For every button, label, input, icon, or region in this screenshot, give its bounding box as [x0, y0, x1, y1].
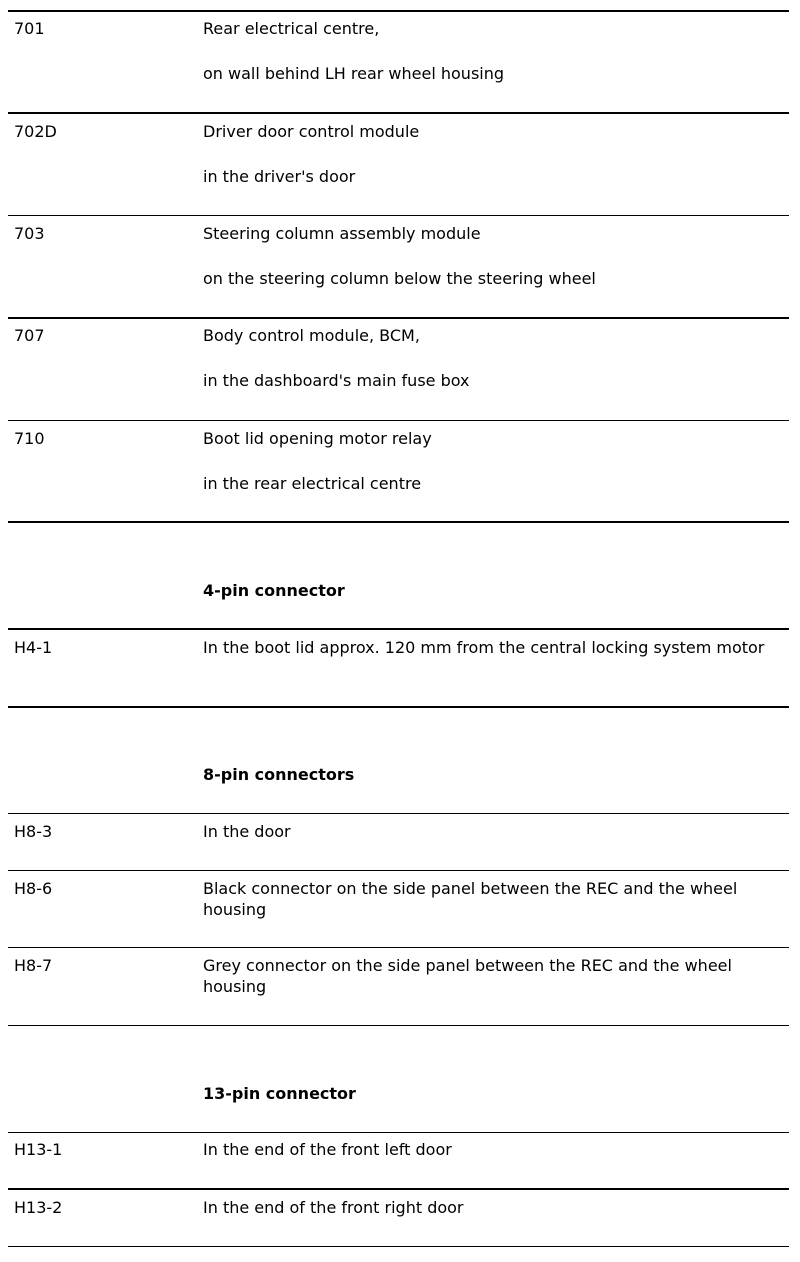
component-code: 701	[14, 19, 45, 38]
component-code: 710	[14, 429, 45, 448]
connector-code: H8-6	[14, 879, 53, 898]
component-name: Rear electrical centre,	[203, 19, 380, 38]
connector-location: Grey connector on the side panel between the REC and the wheel housing	[203, 956, 732, 996]
table-rule	[8, 1025, 789, 1026]
component-name: Boot lid opening motor relay	[203, 429, 432, 448]
table-rule	[8, 1246, 789, 1247]
section-heading-4pin: 4-pin connector	[203, 581, 345, 600]
connector-location: In the boot lid approx. 120 mm from the central locking system motor	[203, 638, 765, 657]
component-code: 703	[14, 224, 45, 243]
component-location: on wall behind LH rear wheel housing	[203, 64, 505, 83]
section-heading-13pin: 13-pin connector	[203, 1084, 356, 1103]
connector-location: In the end of the front left door	[203, 1140, 452, 1159]
component-name: Steering column assembly module	[203, 224, 481, 243]
connector-code: H13-2	[14, 1198, 63, 1217]
table-rule	[8, 870, 789, 871]
component-name: Driver door control module	[203, 122, 420, 141]
connector-code: H4-1	[14, 638, 53, 657]
table-rule	[8, 317, 789, 319]
component-code: 702D	[14, 122, 57, 141]
connector-code: H8-3	[14, 822, 53, 841]
connector-code: H13-1	[14, 1140, 63, 1159]
connector-location: In the end of the front right door	[203, 1198, 464, 1217]
section-heading-8pin: 8-pin connectors	[203, 765, 355, 784]
table-rule	[8, 521, 789, 523]
table-rule	[8, 10, 789, 12]
table-rule	[8, 813, 789, 814]
component-code: 707	[14, 326, 45, 345]
connector-location: In the door	[203, 822, 291, 841]
table-rule	[8, 420, 789, 421]
component-name: Body control module, BCM,	[203, 326, 420, 345]
table-rule	[8, 706, 789, 708]
table-rule	[8, 947, 789, 948]
component-location: in the dashboard's main fuse box	[203, 371, 470, 390]
table-rule	[8, 112, 789, 114]
connector-location: Black connector on the side panel between the REC and the wheel housing	[203, 879, 738, 919]
connector-code: H8-7	[14, 956, 53, 975]
component-location: on the steering column below the steering wheel	[203, 269, 596, 288]
table-rule	[8, 1188, 789, 1190]
table-rule	[8, 215, 789, 216]
component-location: in the driver's door	[203, 167, 356, 186]
table-rule	[8, 1132, 789, 1133]
component-location: in the rear electrical centre	[203, 474, 422, 493]
table-rule	[8, 628, 789, 630]
